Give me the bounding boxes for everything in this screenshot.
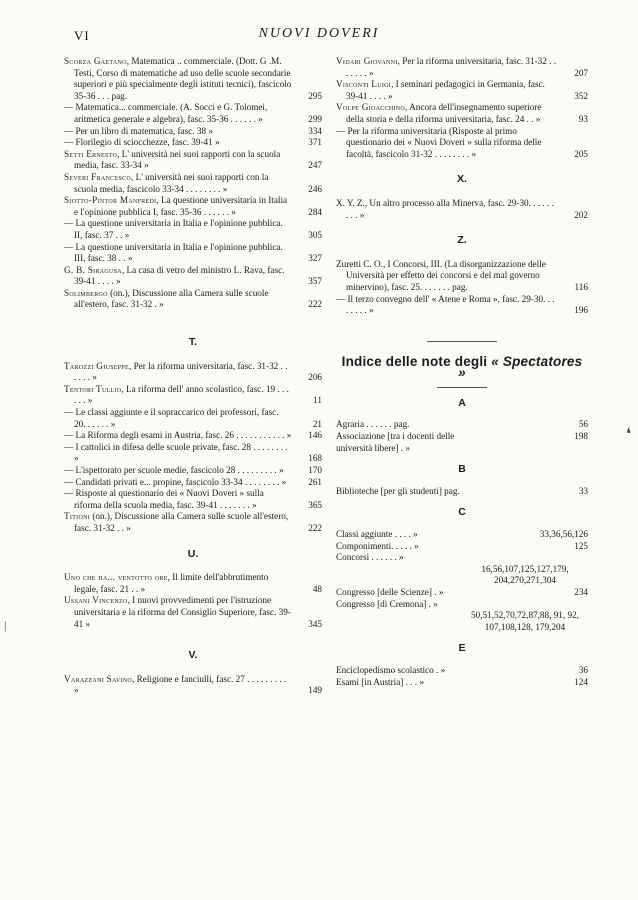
- entry-text: [64, 595, 292, 630]
- entry-title: — Il terzo convegno dell' « Atene e Roma », fasc. 29-30. . . . . . . . »: [336, 293, 555, 316]
- right-column: [336, 56, 588, 688]
- author-name: Setti Ernesto: [64, 148, 118, 159]
- entry-text: [336, 126, 558, 161]
- index-title-prefix: Indice delle note degli: [341, 353, 488, 369]
- entry-title: , L' università nei suoi rapporti con la scuola media, fasc. 33-34 »: [74, 148, 281, 171]
- index-entry: [64, 172, 322, 195]
- entry-title: , Religione e fanciulli, fasc. 27 . . . . . . . . . »: [74, 673, 287, 696]
- page-ref: 93: [578, 113, 588, 124]
- author-name: Volpe Gioacchino: [336, 102, 406, 113]
- page-ref: 196: [574, 305, 588, 316]
- spectatores-label: Esami [in Austria] . . . »: [336, 676, 425, 687]
- page-ref: 247: [308, 160, 322, 171]
- spectatores-pages: 198: [574, 431, 588, 442]
- entry-title: , Per la riforma universitaria, fasc. 31-32 . . . . . . . »: [346, 56, 557, 78]
- page-ref: 357: [308, 276, 322, 287]
- entry-title: — La Riforma degli esami in Austria, fasc. 26 . . . . . . . . . . . »: [64, 430, 292, 441]
- entry-title: — Matematica... commerciale. (A. Socci e G. Tolomei, aritmetica generale e algebra), fasc. 35-36 . . . . . . »: [64, 102, 268, 124]
- left-column: [64, 56, 322, 697]
- index-entry: [64, 407, 322, 430]
- section-letter-x: X.: [457, 173, 467, 186]
- entry-title: , La casa di vetro del ministro L. Rava, fasc. 39-41 . . . . »: [74, 264, 285, 287]
- entry-text: [64, 149, 292, 172]
- spectatores-entry: [336, 419, 588, 431]
- margin-mark-left: |: [4, 618, 7, 632]
- index-title-italic: « Spectatores »: [458, 353, 583, 381]
- entry-title: , I nuovi provvedimenti per l'istruzione universitaria e la riforma del Consiglio Superiore, fasc. 39-41 »: [74, 595, 291, 629]
- entry-text: [64, 488, 292, 511]
- index-entry: [64, 488, 322, 511]
- entry-title: , L' università nei suoi rapporti con la scuola media, fascicolo 33-34 . . . . . . . . »: [74, 171, 269, 194]
- entry-text: [336, 259, 558, 294]
- index-letter: E: [458, 642, 466, 655]
- index-entry: [64, 595, 322, 630]
- index-entry: [64, 572, 322, 595]
- index-entry: [336, 198, 588, 221]
- page-ref: 222: [308, 522, 322, 533]
- entry-text: [336, 294, 558, 317]
- entry-title: — Florilegio di sciocchezze, fasc. 39-41 »: [64, 137, 220, 148]
- index-entry: [64, 361, 322, 384]
- author-name: Severi Francesco: [64, 171, 131, 182]
- entry-title: (on.), Discussione alla Camera sulle scuole all'estero, fasc. 31-32 . »: [74, 287, 269, 310]
- entry-title: , I seminari pedagogici in Germania, fasc. 39-41 . . . . »: [346, 79, 545, 101]
- index-entry: [64, 56, 322, 102]
- author-name: Titioni: [64, 511, 91, 522]
- spectatores-label: Classi aggiunte . . . . »: [336, 529, 418, 540]
- entry-title: — I cattolici in difesa delle scuole private, fasc. 28 . . . . . . . . »: [64, 441, 288, 464]
- entry-text: [64, 172, 292, 195]
- entry-text: [64, 288, 292, 311]
- index-entry: [64, 265, 322, 288]
- entry-text: [336, 79, 558, 102]
- page-ref: 202: [574, 209, 588, 220]
- index-entry: [64, 288, 322, 311]
- page-ref: 222: [308, 299, 322, 310]
- entry-text: [64, 218, 292, 241]
- spectatores-entry: [336, 552, 588, 587]
- spectatores-entry: [336, 541, 588, 553]
- page-ref: 207: [574, 67, 588, 78]
- entry-text: [64, 195, 292, 218]
- spectatores-entry: [336, 529, 588, 541]
- page-ref: 168: [308, 453, 322, 464]
- page-ref: 365: [308, 499, 322, 510]
- author-name: Varazzani Savino: [64, 673, 133, 684]
- entry-text: [64, 126, 292, 138]
- running-title: NUOVI DOVERI: [258, 26, 380, 41]
- entry-text: [336, 102, 558, 125]
- entry-title: — Per la riforma universitaria (Risposte al primo questionario dei « Nuovi Doveri » sulla riforma delle facoltà, fascicolo 31-32 . . . . . . . . »: [336, 125, 542, 159]
- spectatores-entry: [336, 665, 588, 677]
- index-entry: [64, 126, 322, 138]
- page-ref: 327: [308, 253, 322, 264]
- entry-text: [64, 56, 292, 102]
- section-letter-t: T.: [188, 336, 198, 349]
- index-entry: [64, 465, 322, 477]
- page-ref: 305: [308, 229, 322, 240]
- page-ref: 284: [308, 206, 322, 217]
- entry-title: , Il limite dell'abbrutimento legale, fasc. 21 . . »: [74, 572, 269, 594]
- page-ref: 11: [313, 395, 322, 406]
- entry-text: [64, 407, 292, 430]
- page-ref: 146: [308, 430, 322, 441]
- spectatores-label: Congresso [di Cremona] . »: [336, 598, 438, 609]
- index-entry: [64, 195, 322, 218]
- page-ref: 206: [308, 372, 322, 383]
- spectatores-entry: [336, 599, 588, 634]
- page-ref: 299: [308, 113, 322, 124]
- page-ref: 261: [308, 476, 322, 487]
- page-ref: 170: [308, 465, 322, 475]
- index-entry: [64, 102, 322, 125]
- index-entry: [64, 442, 322, 465]
- index-entry: [336, 102, 588, 125]
- spectatores-entry: [336, 677, 588, 689]
- section-letter-z: Z.: [457, 234, 467, 247]
- page-ref: 116: [574, 281, 588, 292]
- index-entry: [64, 218, 322, 241]
- index-entry: [64, 137, 322, 149]
- index-letter: B: [458, 463, 466, 476]
- spectatores-pages: 125: [574, 540, 588, 551]
- spectatores-pages: 124: [574, 676, 588, 687]
- entry-title: , Per la riforma universitaria, fasc. 31-32 . . . . . . »: [74, 360, 288, 383]
- spectatores-label: Biblioteche [per gli studenti] pag.: [336, 485, 460, 496]
- spectatores-pages: 50,51,52,70,72,87,88, 91, 92, 107,108,128, 179,204: [471, 610, 579, 632]
- author-name: Uno che ha... ventotto ore: [64, 572, 168, 583]
- index-entry: [336, 126, 588, 161]
- page-ref: 149: [308, 685, 322, 696]
- entry-text: [64, 465, 292, 477]
- spectatores-pages: 16,56,107,125,127,179, 204,270,271,304: [481, 563, 569, 586]
- author-name: Vidari Giovanni: [336, 56, 398, 66]
- author-name: Visconti Luigi: [336, 79, 392, 90]
- index-entry: [336, 79, 588, 102]
- page-ref: 352: [574, 90, 588, 101]
- spectatores-label: Agraria . . . . . . pag.: [336, 419, 410, 430]
- index-entry: [336, 56, 588, 79]
- index-entry: [64, 242, 322, 265]
- entry-title: , Ancora dell'insegnamento superiore della storia e della riforma universitaria, fasc. 24 . . »: [346, 102, 542, 124]
- index-letter: A: [458, 396, 466, 409]
- index-entry: [64, 477, 322, 489]
- index-entry: [64, 149, 322, 172]
- entry-text: [64, 572, 292, 595]
- entry-title: , La questione universitaria in Italia e l'opinione pubblica I, fasc. 35-36 . . . . . . »: [74, 195, 288, 217]
- author-name: G. B. Siragusa: [64, 264, 122, 275]
- entry-title: — Per un libro di matematica, fasc. 38 »: [64, 125, 214, 136]
- entry-text: [64, 102, 292, 125]
- entry-text: [64, 265, 292, 288]
- entry-text: [64, 242, 292, 265]
- entry-title: — Candidati privati e... propine, fascicolo 33-34 . . . . . . . . »: [64, 476, 287, 487]
- entry-title: , Matematica .. commerciale. (Dott. G .M. Testi, Corso di matematiche ad uso delle scuole secondarie superiori e più specialmente degli istituti tecnici), fascicolo 35-36 . . . pag.: [74, 56, 292, 101]
- entry-title: , La riforma dell' anno scolastico, fasc. 19 . . . . . . »: [74, 383, 289, 406]
- author-name: Tarozzi Giuseppe: [64, 360, 130, 371]
- index-entry: [336, 259, 588, 294]
- section-letter-u: U.: [187, 547, 199, 560]
- spectatores-label: Associazione [tra i docenti delle università libere] . »: [336, 431, 455, 453]
- spectatores-label: Enciclopedismo scolastico . »: [336, 664, 446, 675]
- entry-text: [64, 384, 292, 407]
- entry-text: [64, 511, 292, 534]
- section-letter-v: V.: [188, 649, 198, 662]
- spectatores-label: Componimenti. . . . . »: [336, 540, 419, 551]
- entry-title: (on.), Discussione alla Camera sulle scuole all'estero, fasc. 31-32 . . »: [74, 511, 289, 533]
- index-entry: [64, 430, 322, 442]
- entry-title: Zuretti C. O., I Concorsi, III. (La disorganizzazione delle Università per effetto dei concorsi e del mal governo minervino), fasc. 25. . . . . . . pag.: [336, 258, 546, 292]
- entry-title: — L'ispettorato per scuole medie, fascicolo 28 . . . . . . . . . »: [64, 465, 284, 475]
- page-ref: 48: [312, 583, 322, 594]
- divider-rule-2: [437, 387, 487, 388]
- spectatores-entry: [336, 486, 588, 498]
- page-number: VI: [74, 28, 90, 43]
- page-ref: 371: [308, 137, 322, 148]
- entry-title: — Risposte al questionario dei « Nuovi Doveri » sulla riforma della scuola media, fasc. 39-41 . . . . . . . »: [64, 488, 264, 510]
- entry-text: [64, 430, 292, 442]
- author-name: Scorza Gaetano: [64, 56, 127, 66]
- margin-mark-right: ❛: [626, 426, 632, 443]
- spectatores-pages: 33: [578, 485, 588, 496]
- spectatores-pages: 33,36,56,126: [539, 529, 588, 540]
- entry-title: — Le classi aggiunte e il sopraccarico dei professori, fasc. 20. . . . . . »: [64, 407, 279, 429]
- spectatores-entry: [336, 431, 588, 454]
- entry-text: [64, 361, 292, 384]
- spectatores-entry: [336, 587, 588, 599]
- index-entry: [336, 294, 588, 317]
- index-entry: [64, 384, 322, 407]
- index-entry: [64, 511, 322, 534]
- index-title: [336, 353, 588, 381]
- entry-text: [64, 442, 292, 465]
- page-ref: 295: [308, 90, 322, 101]
- author-name: Siotto-Pintor Manfredi: [64, 195, 157, 206]
- spectatores-label: Congresso [delle Scienze] . »: [336, 587, 444, 597]
- page-ref: 205: [574, 148, 588, 159]
- index-entry: [64, 674, 322, 697]
- author-name: Tentori Tullio: [64, 383, 122, 394]
- spectatores-pages: 36: [578, 664, 588, 675]
- entry-title: — La questione universitaria in Italia e l'opinione pubblica. III, fasc. 38 . . »: [64, 241, 283, 264]
- entry-text: [64, 137, 292, 149]
- spectatores-pages: 234: [574, 587, 588, 597]
- index-letter: C: [458, 506, 466, 519]
- entry-text: [336, 56, 558, 79]
- author-name: Ussani Vincenzo: [64, 595, 128, 606]
- spectatores-label: Concorsi . . . . . . »: [336, 552, 404, 563]
- entry-text: [64, 674, 292, 697]
- entry-title: X. Y. Z., Un altro processo alla Minerva, fasc. 29-30. . . . . . . . . »: [336, 197, 554, 220]
- divider-rule: [427, 341, 497, 342]
- page-ref: 246: [308, 183, 322, 194]
- page-ref: 345: [308, 618, 322, 629]
- page-ref: 334: [308, 125, 322, 136]
- entry-text: [336, 198, 558, 221]
- page-ref: 21: [312, 418, 322, 429]
- spectatores-pages: 56: [578, 419, 588, 430]
- entry-title: — La questione universitaria in Italia e l'opinione pubblica. II, fasc. 37 . . »: [64, 218, 283, 240]
- author-name: Solimbergo: [64, 287, 108, 298]
- entry-text: [64, 477, 292, 489]
